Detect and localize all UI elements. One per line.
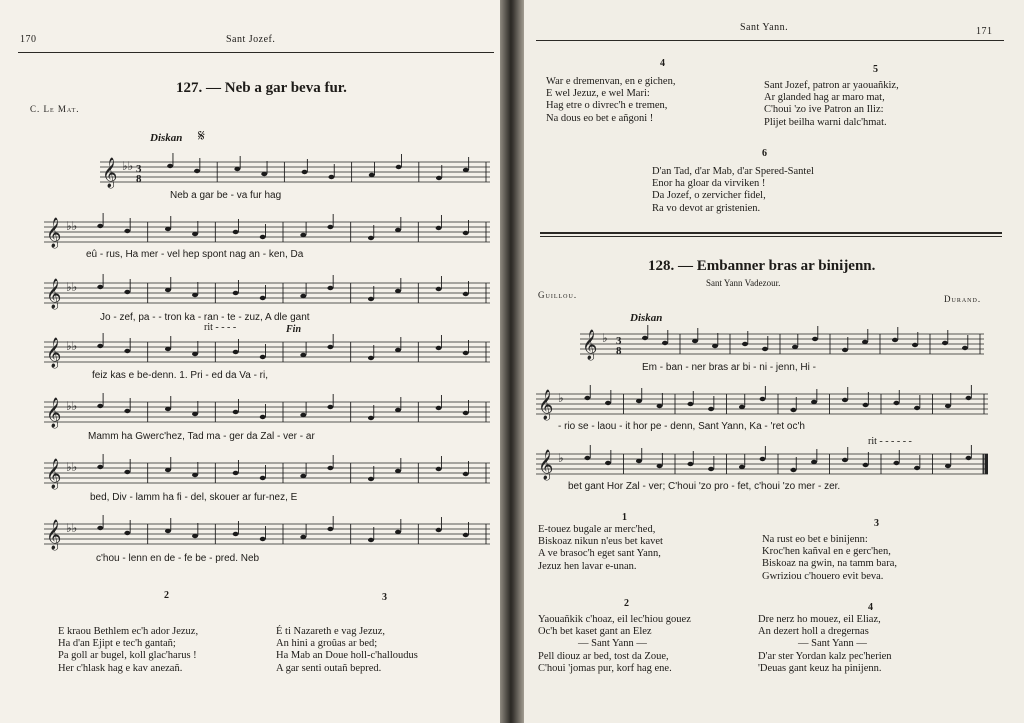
svg-text:𝄞: 𝄞 xyxy=(538,450,554,480)
lyric-line: Neb a gar be - va fur hag xyxy=(170,190,282,201)
verse-line: Plijet beilha warni dalc'hmat. xyxy=(764,116,887,128)
verse-line: A gar senti outañ bepred. xyxy=(276,662,382,674)
section-rule-top xyxy=(540,232,1002,234)
page-number-left: 170 xyxy=(20,34,37,45)
verse-line: Ha d'an Ejipt e tec'h gantañ; xyxy=(58,638,176,650)
verse-line: C'houi 'jomas pur, korf hag ene. xyxy=(538,662,672,674)
rit-marking-128: rit - - - - - - xyxy=(868,436,912,447)
head-rule-left xyxy=(18,52,494,53)
svg-text:♭: ♭ xyxy=(602,331,608,345)
book-gutter xyxy=(500,0,524,723)
verse-number: 6 xyxy=(762,148,767,159)
svg-text:𝄞: 𝄞 xyxy=(582,330,598,360)
verse-number: 4 xyxy=(868,602,873,613)
verse-3-128 xyxy=(762,534,897,583)
lyric-line: - rio se - laou - it hor pe - denn, Sant Yann, Ka - 'ret oc'h xyxy=(558,421,805,432)
verse-4-128 xyxy=(758,614,892,675)
svg-text:𝄞: 𝄞 xyxy=(46,520,62,550)
hymn-subtitle-128: Sant Yann Vadezour. xyxy=(706,278,781,288)
verse-line: An dezert holl a dregernas xyxy=(758,626,869,638)
svg-text:♭♭: ♭♭ xyxy=(66,219,78,233)
verse-5-127 xyxy=(764,80,899,129)
verse-line: Oc'h bet kaset gant an Elez xyxy=(538,626,652,638)
verse-2-128 xyxy=(538,614,691,675)
verse-line: E wel Jezuz, e wel Mari: xyxy=(546,88,650,100)
svg-text:𝄞: 𝄞 xyxy=(46,218,62,248)
tempo-128: Diskan xyxy=(630,312,663,324)
svg-text:♭♭: ♭♭ xyxy=(122,159,134,173)
verse-line: Da Jozef, o zervicher fidel, xyxy=(652,190,766,202)
composer-right-128: Durand. xyxy=(944,294,982,304)
rit-marking-127: rit - - - - xyxy=(204,322,237,333)
lyric-line: eû - rus, Ha mer - vel hep spont nag an - ken, Da xyxy=(86,249,304,260)
verse-line: Dre nerz ho mouez, eil Eliaz, xyxy=(758,614,881,625)
hymn-title-128: 128. — Embanner bras ar binijenn. xyxy=(648,258,876,274)
verse-line-refrain: — Sant Yann — xyxy=(798,638,867,650)
verse-line: Kroc'hen kañval en e gerc'hen, xyxy=(762,546,891,558)
verse-line: Gwriziou c'houero evit beva. xyxy=(762,570,884,582)
running-head-right: Sant Yann. xyxy=(740,22,789,33)
verse-number: 4 xyxy=(660,58,665,69)
verse-3-127 xyxy=(276,626,418,675)
verse-line: Pell diouz ar bed, tost da Zoue, xyxy=(538,650,669,662)
running-head-left: Sant Jozef. xyxy=(226,34,276,45)
verse-number: 3 xyxy=(382,592,387,603)
hymn-title-127: 127. — Neb a gar beva fur. xyxy=(176,80,347,96)
right-page xyxy=(518,0,1024,723)
verse-2-127 xyxy=(58,626,198,675)
svg-text:♭: ♭ xyxy=(558,391,564,405)
svg-text:𝄞: 𝄞 xyxy=(46,459,62,489)
fin-marking: Fin xyxy=(286,324,302,335)
left-page xyxy=(0,0,506,723)
verse-line: War e dremenvan, en e gichen, xyxy=(546,76,676,87)
svg-text:𝄞: 𝄞 xyxy=(538,390,554,420)
verse-line: 'Deuas gant keuz ha pinijenn. xyxy=(758,662,882,674)
verse-line-refrain: — Sant Yann — xyxy=(578,638,647,650)
lyric-line: Mamm ha Gwerc'hez, Tad ma - ger da Zal - ver - ar xyxy=(88,431,315,442)
verse-number: 1 xyxy=(622,512,627,523)
svg-text:𝄞: 𝄞 xyxy=(46,398,62,428)
verse-line: Jezuz hen lavar e-unan. xyxy=(538,560,637,572)
verse-1-128 xyxy=(538,524,663,573)
verse-4-127 xyxy=(546,76,675,125)
segno-icon: 𝄋 xyxy=(198,128,205,145)
svg-text:8: 8 xyxy=(136,173,142,185)
verse-line: E-touez bugale ar merc'hed, xyxy=(538,524,656,535)
svg-text:♭: ♭ xyxy=(558,451,564,465)
verse-line: C'houi 'zo ive Patron an Iliz: xyxy=(764,104,884,116)
verse-number: 5 xyxy=(873,64,878,75)
verse-line: Ha Mab an Doue holl-c'halloudus xyxy=(276,650,418,662)
verse-line: Her c'hlask hag e kav anezañ. xyxy=(58,662,183,674)
verse-line: Na rust eo bet e binijenn: xyxy=(762,534,868,545)
verse-line: Enor ha gloar da virviken ! xyxy=(652,178,766,190)
lyric-line: Jo - zef, pa - - tron ka - ran - te - zuz, A dle gant xyxy=(100,312,310,323)
verse-line: Pa goll ar bugel, koll glac'harus ! xyxy=(58,650,197,662)
svg-text:8: 8 xyxy=(616,345,622,357)
svg-text:𝄞: 𝄞 xyxy=(102,158,118,188)
verse-6-127 xyxy=(652,166,814,215)
head-rule-right xyxy=(536,40,1004,41)
verse-line: Biskoaz na gwin, na tamm bara, xyxy=(762,558,898,570)
lyric-line: Em - ban - ner bras ar bi - ni - jenn, Hi - xyxy=(642,362,816,373)
verse-line: Yaouañkik c'hoaz, eil lec'hiou gouez xyxy=(538,614,691,625)
verse-line: D'ar ster Yordan kalz pec'herien xyxy=(758,650,892,662)
svg-text:3: 3 xyxy=(616,335,622,347)
verse-line: Na dous eo bet e añgoni ! xyxy=(546,112,654,124)
verse-line: Sant Jozef, patron ar yaouañkiz, xyxy=(764,80,899,91)
svg-text:𝄞: 𝄞 xyxy=(46,279,62,309)
verse-line: D'an Tad, d'ar Mab, d'ar Spered-Santel xyxy=(652,166,814,177)
verse-number: 2 xyxy=(624,598,629,609)
lyric-line: c'hou - lenn en de - fe be - pred. Neb xyxy=(96,553,260,564)
verse-line: A ve brasoc'h eget sant Yann, xyxy=(538,548,661,560)
svg-text:♭♭: ♭♭ xyxy=(66,460,78,474)
svg-text:3: 3 xyxy=(136,163,142,175)
verse-line: Ar glanded hag ar maro mat, xyxy=(764,92,885,104)
svg-text:♭♭: ♭♭ xyxy=(66,521,78,535)
verse-number: 2 xyxy=(164,590,169,601)
lyric-line: feiz kas e be-denn. 1. Pri - ed da Va - ri, xyxy=(92,370,269,381)
lyric-line: bet gant Hor Zal - ver; C'houi 'zo pro - fet, c'houi 'zo mer - zer. xyxy=(568,481,841,492)
section-rule-bottom xyxy=(540,236,1002,237)
verse-line: Hag etre o divrec'h e tremen, xyxy=(546,100,668,112)
verse-line: É ti Nazareth e vag Jezuz, xyxy=(276,626,386,637)
verse-number: 3 xyxy=(874,518,879,529)
svg-text:♭♭: ♭♭ xyxy=(66,399,78,413)
svg-text:♭♭: ♭♭ xyxy=(66,280,78,294)
page-number-right: 171 xyxy=(976,26,993,37)
lyric-line: bed, Div - lamm ha fi - del, skouer ar fur-nez, E xyxy=(90,492,298,503)
verse-line: Ra vo devot ar gristenien. xyxy=(652,202,761,214)
verse-line: E kraou Bethlem ec'h ador Jezuz, xyxy=(58,626,199,637)
svg-text:𝄞: 𝄞 xyxy=(46,338,62,368)
verse-line: Biskoaz nikun n'eus bet kavet xyxy=(538,536,663,548)
verse-line: An hini a groûas ar bed; xyxy=(276,638,378,650)
composer-left-128: Guillou. xyxy=(538,290,578,300)
tempo-127: Diskan xyxy=(150,132,183,144)
svg-text:♭♭: ♭♭ xyxy=(66,339,78,353)
composer-127: C. Le Mat. xyxy=(30,104,80,114)
